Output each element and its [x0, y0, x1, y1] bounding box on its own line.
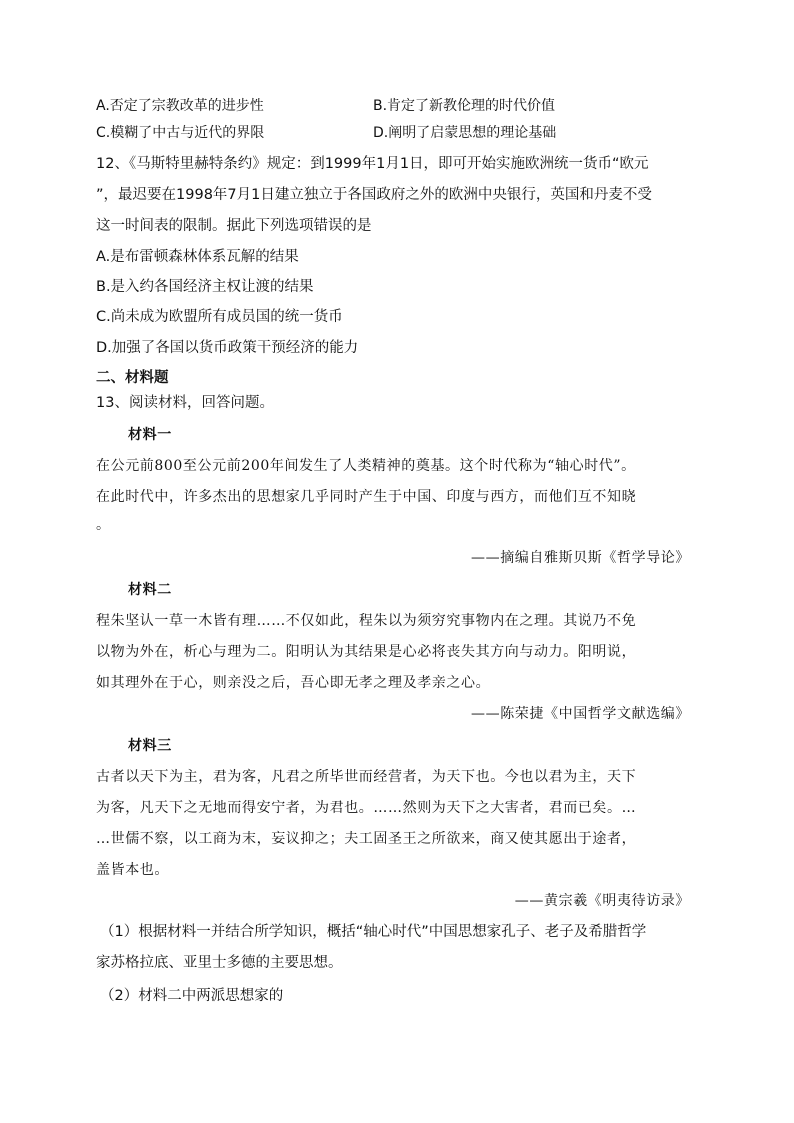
q13-intro: 13、阅读材料，回答问题。 — [96, 395, 274, 411]
material-2-line: 如其理外在于心，则亲没之后，吾心即无孝之理及孝亲之心。 — [96, 675, 491, 691]
q11-option-d: D.阐明了启蒙思想的理论基础 — [373, 125, 557, 141]
q12-stem-line-1: 12、《马斯特里赫特条约》规定：到1999年1月1日，即可开始实施欧洲统一货币“欧元 — [96, 156, 649, 172]
material-1-line: 在此时代中，许多杰出的思想家几乎同时产生于中国、印度与西方，而他们互不知晓 — [96, 489, 637, 505]
q11-option-a: A.否定了宗教改革的进步性 — [96, 98, 264, 114]
material-3-title: 材料三 — [128, 738, 172, 754]
material-2-line: 程朱坚认一草一木皆有理……不仅如此，程朱以为须穷究事物内在之理。其说乃不免 — [96, 613, 637, 629]
material-3-source: ——黄宗羲《明夷待访录》 — [514, 893, 690, 909]
q12-stem-line-2: ”，最迟要在1998年7月1日建立独立于各国政府之外的欧洲中央银行，英国和丹麦不受 — [96, 187, 652, 203]
material-3-line: 盖皆本也。 — [96, 862, 169, 878]
q12-option-a: A.是布雷顿森林体系瓦解的结果 — [96, 249, 299, 265]
sub-question-1-line: （1）根据材料一并结合所学知识，概括“轴心时代”中国思想家孔子、老子及希腊哲学 — [100, 924, 647, 940]
q12-option-b: B.是入约各国经济主权让渡的结果 — [96, 279, 314, 295]
material-3-line: 古者以天下为主，君为客，凡君之所毕世而经营者，为天下也。今也以君为主，天下 — [96, 769, 637, 785]
material-1-line: 在公元前800至公元前200年间发生了人类精神的奠基。这个时代称为“轴心时代”。 — [96, 458, 636, 474]
q12-option-c: C.尚未成为欧盟所有成员国的统一货币 — [96, 309, 343, 325]
material-2-title: 材料二 — [128, 582, 172, 598]
material-2-source: ——陈荣捷《中国哲学文献选编》 — [471, 706, 690, 722]
section-title: 二、材料题 — [96, 370, 169, 386]
q12-option-d: D.加强了各国以货币政策干预经济的能力 — [96, 340, 359, 356]
material-2-line: 以物为外在，析心与理为二。阳明认为其结果是心必将丧失其方向与动力。阳明说， — [96, 644, 637, 660]
q11-option-c: C.模糊了中古与近代的界限 — [96, 125, 265, 141]
material-1-source: ——摘编自雅斯贝斯《哲学导论》 — [471, 550, 690, 566]
q12-stem-line-3: 这一时间表的限制。据此下列选项错误的是 — [96, 218, 372, 234]
material-1-line: 。 — [96, 517, 111, 533]
material-1-title: 材料一 — [128, 427, 172, 443]
material-3-line: …世儒不察，以工商为末，妄议抑之；夫工固圣王之所欲来，商又使其愿出于途者， — [96, 831, 637, 847]
q11-option-b: B.肯定了新教伦理的时代价值 — [373, 98, 556, 114]
sub-question-1-line: 家苏格拉底、亚里士多德的主要思想。 — [96, 955, 343, 971]
material-3-line: 为客，凡天下之无地而得安宁者，为君也。……然则为天下之大害者，君而已矣。… — [96, 800, 637, 816]
sub-question-2: （2）材料二中两派思想家的 — [100, 988, 284, 1004]
